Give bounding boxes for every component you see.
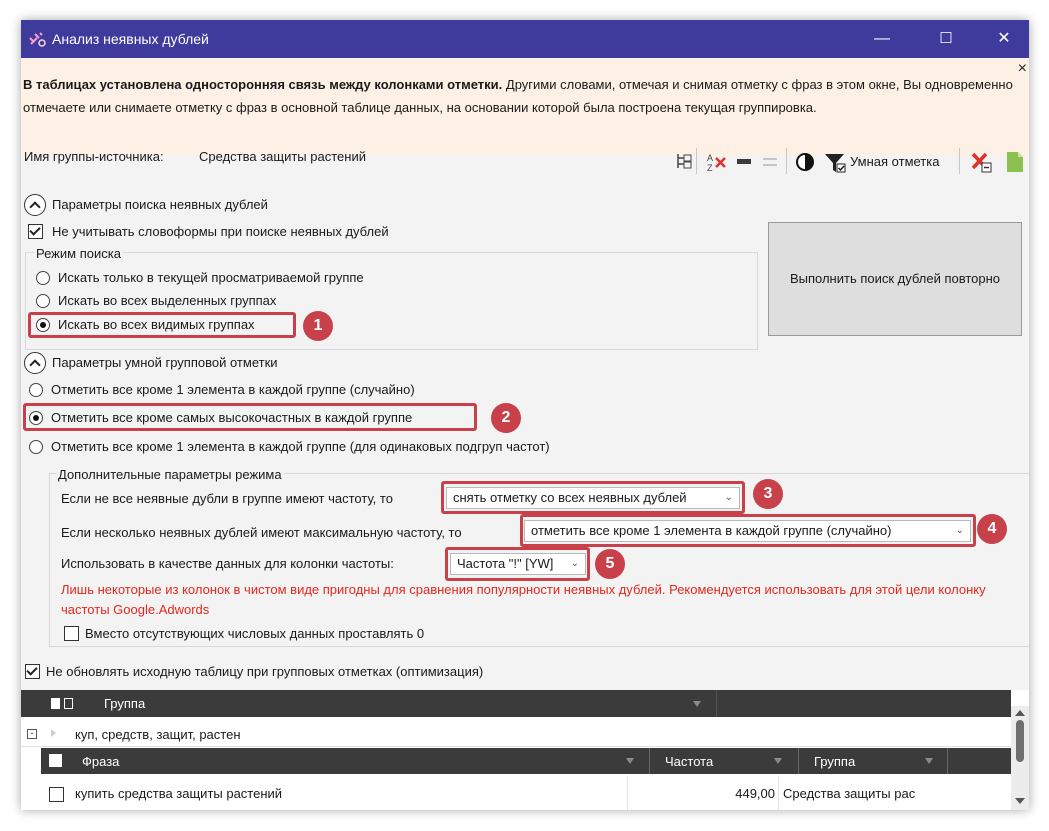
search-mode-title: Режим поиска	[36, 246, 121, 261]
smart-mark-label[interactable]: Умная отметка	[850, 154, 940, 169]
mode-current-group-label: Искать только в текущей просматриваемой группе	[58, 270, 364, 285]
select-all-checkbox[interactable]	[49, 754, 62, 767]
filter-icon[interactable]	[626, 758, 634, 764]
row-divider	[21, 746, 1011, 747]
notice-panel	[21, 58, 1029, 156]
row2-select-value: отметить все кроме 1 элемента в каждой группе (случайно)	[531, 523, 892, 538]
scroll-down-icon[interactable]	[1015, 798, 1025, 804]
detail-header-row	[41, 748, 1011, 774]
group-header-row	[21, 690, 1011, 717]
notice-close-icon[interactable]: ×	[1017, 60, 1027, 77]
ignore-wordforms-checkbox[interactable]	[28, 224, 43, 239]
smart-option-subgroups-radio[interactable]	[29, 440, 43, 454]
smart-mark-icon[interactable]	[823, 151, 847, 173]
step-badge-5: 5	[595, 549, 625, 579]
notice-body-text: Другими словами, отмечая и снимая отметку с фраз в этом окне, Вы одновременно отмечаете или снимаете отметку с фраз в основной таблице данных, на основании которой была построена текущая группировка.	[23, 77, 1013, 115]
highlight-frame-3	[441, 481, 745, 514]
scroll-up-icon[interactable]	[1015, 710, 1025, 716]
source-group-value: Средства защиты растений	[199, 149, 366, 164]
step-badge-4: 4	[977, 514, 1007, 544]
extra-params-title: Дополнительные параметры режима	[58, 467, 282, 482]
results-grid	[21, 690, 1029, 810]
phrase-cell[interactable]: купить средства защиты растений	[75, 786, 283, 801]
filter-icon[interactable]	[693, 701, 701, 707]
group-column-header[interactable]: Группа	[104, 696, 146, 711]
mode-selected-groups-radio[interactable]	[36, 294, 50, 308]
smart-option-subgroups-label: Отметить все кроме 1 элемента в каждой группе (для одинаковых подгруп частот)	[51, 439, 550, 454]
row3-label: Использовать в качестве данных для колонки частоты:	[61, 556, 394, 571]
column-divider	[716, 690, 717, 717]
notice-text	[23, 74, 1023, 119]
row-checkbox[interactable]	[49, 787, 64, 802]
search-params-header: Параметры поиска неявных дублей	[52, 197, 268, 212]
toolbar-separator	[786, 148, 787, 174]
highlight-frame-4	[520, 514, 976, 547]
collapse-row-icon[interactable]: -	[27, 729, 37, 739]
column-chooser-icon[interactable]	[51, 698, 60, 709]
toolbar-separator	[696, 148, 697, 174]
filter-icon[interactable]	[925, 758, 933, 764]
highlight-frame-2	[23, 403, 477, 431]
smart-option-random-radio[interactable]	[29, 383, 43, 397]
group-cell[interactable]: Средства защиты рас	[783, 786, 916, 801]
mode-visible-groups-label: Искать во всех видимых группах	[58, 317, 255, 332]
mode-selected-groups-label: Искать во всех выделенных группах	[58, 293, 277, 308]
highlight-frame-1	[28, 312, 296, 338]
vertical-scrollbar[interactable]	[1011, 706, 1029, 810]
source-group-label: Имя группы-источника:	[24, 149, 164, 164]
highlight-frame-5	[445, 547, 590, 581]
smart-params-collapse-icon[interactable]	[24, 352, 46, 374]
filter-icon[interactable]	[774, 758, 782, 764]
contrast-icon[interactable]	[794, 151, 816, 173]
column-divider	[798, 748, 799, 774]
toolbar-separator	[959, 148, 960, 174]
chevron-down-icon: ⌄	[570, 558, 579, 569]
row3-select-value: Частота "!" [YW]	[457, 556, 554, 571]
notice-bold-text: В таблицах установлена односторонняя связь между колонками отметки.	[23, 77, 503, 92]
smart-option-highfreq-label: Отметить все кроме самых высокочастных в каждой группе	[51, 410, 413, 425]
column-chooser-icon[interactable]	[64, 698, 73, 709]
column-divider	[649, 748, 650, 774]
zero-fill-label: Вместо отсутствующих числовых данных проставлять 0	[85, 626, 425, 641]
chevron-down-icon: ⌄	[724, 492, 733, 503]
frequency-warning-text: Лишь некоторые из колонок в чистом виде пригодны для сравнения популярности неявных дублей. Рекомендуется использовать для этой цели колонку частоты Google.Adwords	[61, 582, 986, 617]
title-bar	[21, 20, 1029, 58]
svg-text:A: A	[707, 153, 714, 163]
search-params-collapse-icon[interactable]	[24, 194, 46, 216]
svg-text:Z: Z	[707, 163, 713, 173]
tree-view-icon[interactable]	[673, 151, 695, 173]
export-excel-icon[interactable]	[1005, 151, 1025, 173]
step-badge-3: 3	[753, 479, 783, 509]
dialog-window	[21, 20, 1029, 810]
step-badge-1: 1	[303, 311, 333, 341]
group2-column-header[interactable]: Группа	[814, 754, 856, 769]
app-logo-icon	[27, 30, 47, 48]
column-divider	[778, 776, 779, 810]
collapse-icon[interactable]	[737, 159, 751, 164]
row1-select-value: снять отметку со всех неявных дублей	[453, 490, 687, 505]
clear-sort-icon[interactable]	[705, 151, 729, 173]
row1-label: Если не все неявные дубли в группе имеют частоту, то	[61, 491, 393, 506]
no-update-checkbox[interactable]	[25, 664, 40, 679]
scroll-thumb[interactable]	[1016, 720, 1024, 762]
frequency-column-header[interactable]: Частота	[665, 754, 714, 769]
delete-marked-icon[interactable]	[970, 151, 994, 173]
column-divider	[947, 748, 948, 774]
maximize-button[interactable]: ☐	[939, 30, 953, 47]
ignore-wordforms-label: Не учитывать словоформы при поиске неявных дублей	[52, 224, 389, 239]
expand-icon[interactable]	[763, 158, 777, 166]
mode-current-group-radio[interactable]	[36, 271, 50, 285]
minimize-button[interactable]: —	[874, 30, 890, 47]
window-title: Анализ неявных дублей	[52, 31, 209, 47]
no-update-label: Не обновлять исходную таблицу при групповых отметках (оптимизация)	[46, 664, 484, 679]
frequency-cell[interactable]: 449,00	[735, 786, 775, 801]
close-button[interactable]: ✕	[997, 30, 1011, 47]
zero-fill-checkbox[interactable]	[64, 626, 79, 641]
column-divider	[627, 776, 628, 810]
smart-params-header: Параметры умной групповой отметки	[52, 355, 278, 370]
rerun-search-button[interactable]: Выполнить поиск дублей повторно	[768, 222, 1022, 336]
smart-option-random-label: Отметить все кроме 1 элемента в каждой группе (случайно)	[51, 382, 415, 397]
phrase-column-header[interactable]: Фраза	[82, 754, 120, 769]
row-indicator-icon	[51, 729, 56, 737]
row2-label: Если несколько неявных дублей имеют максимальную частоту, то	[61, 525, 462, 540]
step-badge-2: 2	[491, 403, 521, 433]
group-row-text[interactable]: куп, средств, защит, растен	[75, 727, 241, 742]
chevron-down-icon: ⌄	[955, 525, 964, 536]
